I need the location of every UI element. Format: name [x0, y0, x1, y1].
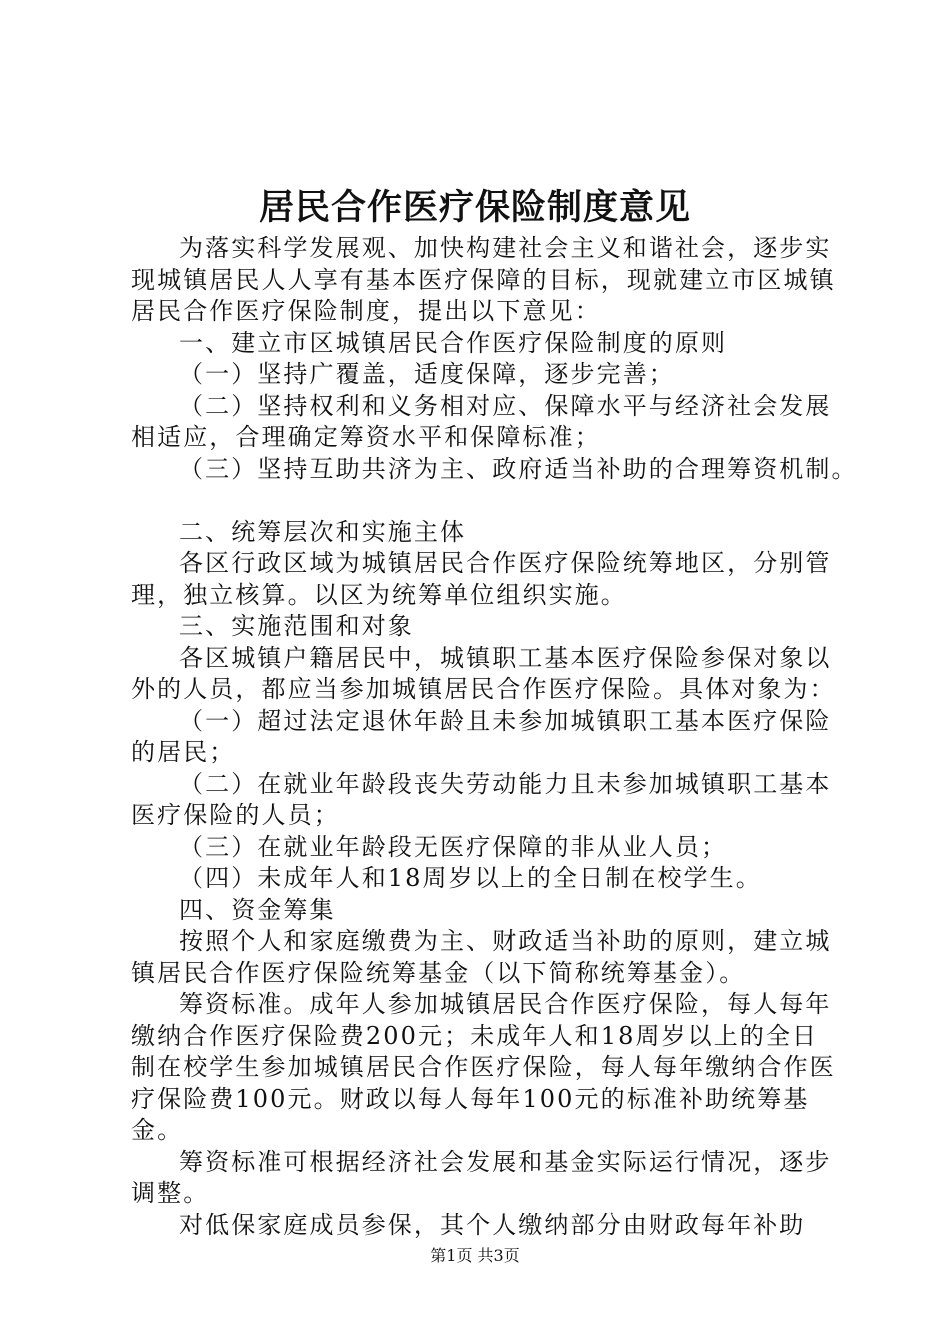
- paragraph-funding-standard: 筹资标准。成年人参加城镇居民合作医疗保险，每人每年缴纳合作医疗保险费200元；未成年人和18周岁以上的全日制在校学生参加城镇居民合作医疗保险，每人每年缴纳合作医疗保险费100元。财政以每人每年100元的标准补助统筹基金。: [131, 990, 836, 1144]
- paragraph-intro: 为落实科学发展观、加快构建社会主义和谐社会，逐步实现城镇居民人人享有基本医疗保障的目标，现就建立市区城镇居民合作医疗保险制度，提出以下意见：: [131, 234, 836, 325]
- paragraph-target-1: （一）超过法定退休年龄且未参加城镇职工基本医疗保险的居民；: [131, 706, 832, 766]
- paragraph-principle-3: （三）坚持互助共济为主、政府适当补助的合理筹资机制。: [179, 454, 858, 483]
- heading-principles: 一、建立市区城镇居民合作医疗保险制度的原则: [179, 328, 728, 357]
- paragraph-low-income: 对低保家庭成员参保，其个人缴纳部分由财政每年补助: [179, 1210, 806, 1239]
- paragraph-principle-1: （一）坚持广覆盖，适度保障，逐步完善；: [179, 360, 675, 388]
- document-body: [131, 233, 858, 1241]
- paragraph-scope: 各区城镇户籍居民中，城镇职工基本医疗保险参保对象以外的人员，都应当参加城镇居民合作医疗保险。具体对象为：: [131, 643, 836, 703]
- blank-line: [131, 485, 836, 517]
- heading-coordination: 二、统筹层次和实施主体: [179, 517, 467, 546]
- paragraph-target-2: （二）在就业年龄段丧失劳动能力且未参加城镇职工基本医疗保险的人员；: [131, 769, 832, 829]
- heading-scope: 三、实施范围和对象: [179, 612, 414, 640]
- paragraph-coordination: 各区行政区域为城镇居民合作医疗保险统筹地区，分别管理，独立核算。以区为统筹单位组织实施。: [131, 549, 832, 609]
- heading-funding: 四、资金筹集: [179, 895, 336, 924]
- paragraph-target-3: （三）在就业年龄段无医疗保障的非从业人员；: [179, 832, 728, 861]
- paragraph-target-4: （四）未成年人和18周岁以上的全日制在校学生。: [179, 864, 762, 892]
- paragraph-funding: 按照个人和家庭缴费为主、财政适当补助的原则，建立城镇居民合作医疗保险统筹基金（以下简称统筹基金）。: [131, 927, 832, 987]
- page-number-footer: 第1页 共3页: [430, 1246, 520, 1265]
- paragraph-funding-adjust: 筹资标准可根据经济社会发展和基金实际运行情况，逐步调整。: [131, 1147, 832, 1207]
- document-title: 居民合作医疗保险制度意见: [258, 187, 691, 228]
- paragraph-principle-2: （二）坚持权利和义务相对应、保障水平与经济社会发展相适应，合理确定筹资水平和保障标准；: [131, 391, 832, 451]
